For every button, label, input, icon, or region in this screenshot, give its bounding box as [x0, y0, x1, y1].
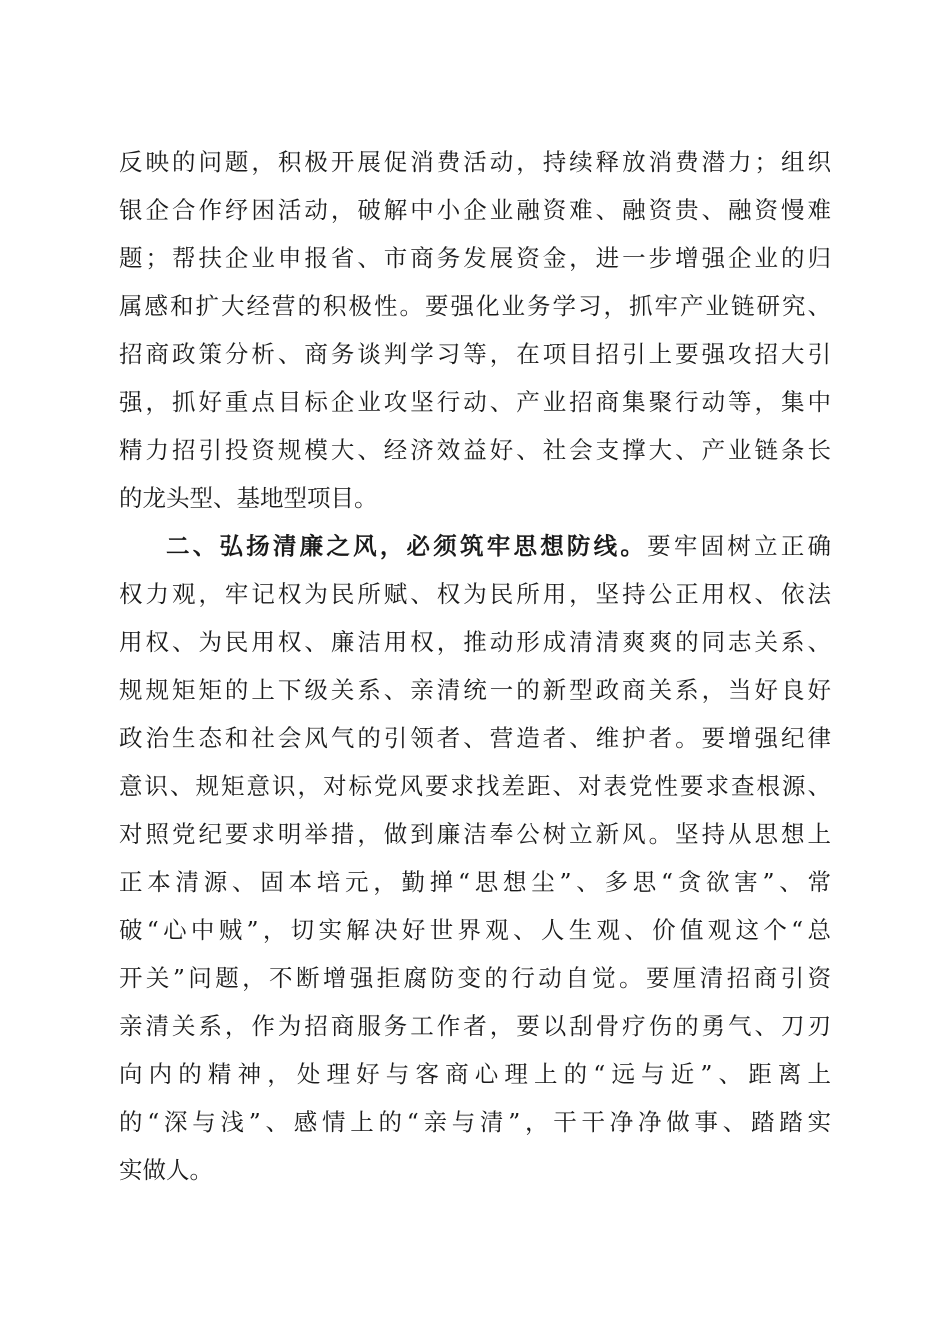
paragraph-line: 招商政策分析、商务谈判学习等，在项目招引上要强攻招大引	[119, 340, 831, 368]
paragraph-line: 强，抓好重点目标企业攻坚行动、产业招商集聚行动等，集中	[119, 388, 831, 416]
paragraph-line: 破“心中贼”，切实解决好世界观、人生观、价值观这个“总	[119, 916, 831, 944]
paragraph-line: 实做人。	[119, 1156, 213, 1184]
paragraph-line: 向内的精神，处理好与客商心理上的“远与近”、距离上	[119, 1060, 831, 1088]
paragraph-line: 的“深与浅”、感情上的“亲与清”，干干净净做事、踏踏实	[119, 1108, 831, 1136]
section-heading: 二、弘扬清廉之风，必须筑牢思想防线。	[166, 532, 648, 560]
paragraph-line: 题；帮扶企业申报省、市商务发展资金，进一步增强企业的归	[119, 244, 831, 272]
paragraph-line: 对照党纪要求明举措，做到廉洁奉公树立新风。坚持从思想上	[119, 820, 831, 848]
paragraph-line: 的龙头型、基地型项目。	[119, 484, 378, 512]
paragraph-line: 规规矩矩的上下级关系、亲清统一的新型政商关系，当好良好	[119, 676, 831, 704]
paragraph-line: 反映的问题，积极开展促消费活动，持续释放消费潜力；组织	[119, 148, 831, 176]
paragraph-line: 银企合作纾困活动，破解中小企业融资难、融资贵、融资慢难	[119, 196, 831, 224]
paragraph-line: 属感和扩大经营的积极性。要强化业务学习，抓牢产业链研究、	[119, 292, 831, 320]
paragraph-line: 用权、为民用权、廉洁用权，推动形成清清爽爽的同志关系、	[119, 628, 831, 656]
paragraph-line: 权力观，牢记权为民所赋、权为民所用，坚持公正用权、依法	[119, 580, 831, 608]
paragraph-line: 亲清关系，作为招商服务工作者，要以刮骨疗伤的勇气、刀刃	[119, 1012, 831, 1040]
paragraph-line: 意识、规矩意识，对标党风要求找差距、对表党性要求查根源、	[119, 772, 831, 800]
paragraph-line: 正本清源、固本培元，勤掸“思想尘”、多思“贪欲害”、常	[119, 868, 831, 896]
document-body	[119, 138, 831, 1194]
section-heading-line	[119, 522, 831, 570]
paragraph-line: 政治生态和社会风气的引领者、营造者、维护者。要增强纪律	[119, 724, 831, 752]
paragraph-line-rest: 要牢固树立正确	[647, 532, 831, 560]
paragraph-line: 开关”问题，不断增强拒腐防变的行动自觉。要厘清招商引资	[119, 964, 831, 992]
paragraph-line: 精力招引投资规模大、经济效益好、社会支撑大、产业链条长	[119, 436, 831, 464]
